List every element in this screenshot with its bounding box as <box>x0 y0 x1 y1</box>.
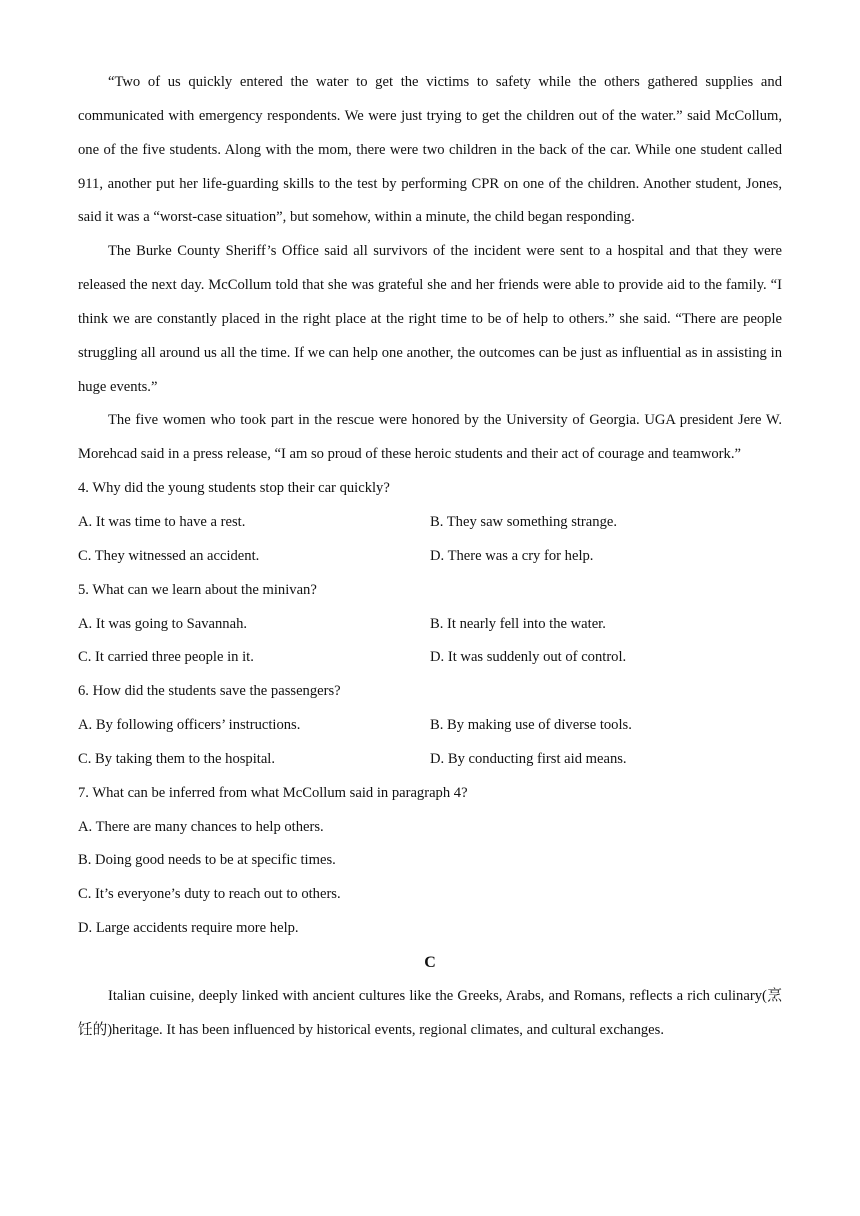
question-7-option-a: A. There are many chances to help others. <box>78 818 324 835</box>
question-6-option-a: A. By following officers’ instructions. <box>78 717 301 734</box>
question-4-options-row-2 <box>78 540 782 574</box>
question-4-option-c: C. They witnessed an accident. <box>78 547 260 564</box>
question-7-stem: 7. What can be inferred from what McCollum said in paragraph 4? <box>78 784 468 801</box>
question-6-option-d: D. By conducting first aid means. <box>430 750 627 767</box>
question-4-option-a: A. It was time to have a rest. <box>78 513 246 530</box>
question-6-options-row-1 <box>78 709 782 743</box>
question-6-option-c: C. By taking them to the hospital. <box>78 750 276 767</box>
question-4-stem: 4. Why did the young students stop their car quickly? <box>78 480 390 497</box>
question-6-options-row-2 <box>78 743 782 777</box>
question-6-option-b: B. By making use of diverse tools. <box>430 717 632 734</box>
question-5-option-b: B. It nearly fell into the water. <box>430 615 606 632</box>
passage-paragraph-2: The Burke County Sheriff’s Office said all survivors of the incident were sent to a hospital and that they were released the next day. McCollum told that she was grateful she and her friends were able to provide aid to the family. “I think we are constantly placed in the right place at the right time to be of help to others.” she said. “There are people struggling all around us all the time. If we can help one another, the outcomes can be just as influential as in assisting in huge events.” <box>78 243 782 395</box>
section-c-heading: C <box>424 953 436 971</box>
question-4-option-d: D. There was a cry for help. <box>430 547 594 564</box>
question-7-option-d: D. Large accidents require more help. <box>78 920 299 937</box>
question-5-stem: 5. What can we learn about the minivan? <box>78 581 317 598</box>
question-4-options-row-1 <box>78 506 782 540</box>
question-7-option-b: B. Doing good needs to be at specific times. <box>78 852 336 869</box>
question-5-options-row-2 <box>78 641 782 675</box>
question-7-option-c: C. It’s everyone’s duty to reach out to others. <box>78 886 341 903</box>
question-5-options-row-1 <box>78 608 782 642</box>
question-5-option-a: A. It was going to Savannah. <box>78 615 248 632</box>
passage-paragraph-1: “Two of us quickly entered the water to get the victims to safety while the others gathered supplies and communicated with emergency respondents. We were just trying to get the children out of the water.” said McCollum, one of the five students. Along with the mom, there were two children in the back of the car. While one student called 911, another put her life-guarding skills to the test by performing CPR on one of the children. Another student, Jones, said it was a “worst-case situation”, but somehow, within a minute, the child began responding. <box>78 74 782 226</box>
document-content <box>78 66 782 1047</box>
question-4-option-b: B. They saw something strange. <box>430 513 617 530</box>
question-5-option-c: C. It carried three people in it. <box>78 649 254 666</box>
section-c-paragraph: Italian cuisine, deeply linked with ancient cultures like the Greeks, Arabs, and Romans, reflects a rich culinary(烹饪的)heritage. It has been influenced by historical events, regional climates, and cultural exchanges. <box>78 987 782 1038</box>
question-6-stem: 6. How did the students save the passengers? <box>78 683 341 700</box>
question-5-option-d: D. It was suddenly out of control. <box>430 649 627 666</box>
passage-paragraph-3: The five women who took part in the rescue were honored by the University of Georgia. UGA president Jere W. Morehcad said in a press release, “I am so proud of these heroic students and their act of courage and teamwork.” <box>78 412 782 463</box>
